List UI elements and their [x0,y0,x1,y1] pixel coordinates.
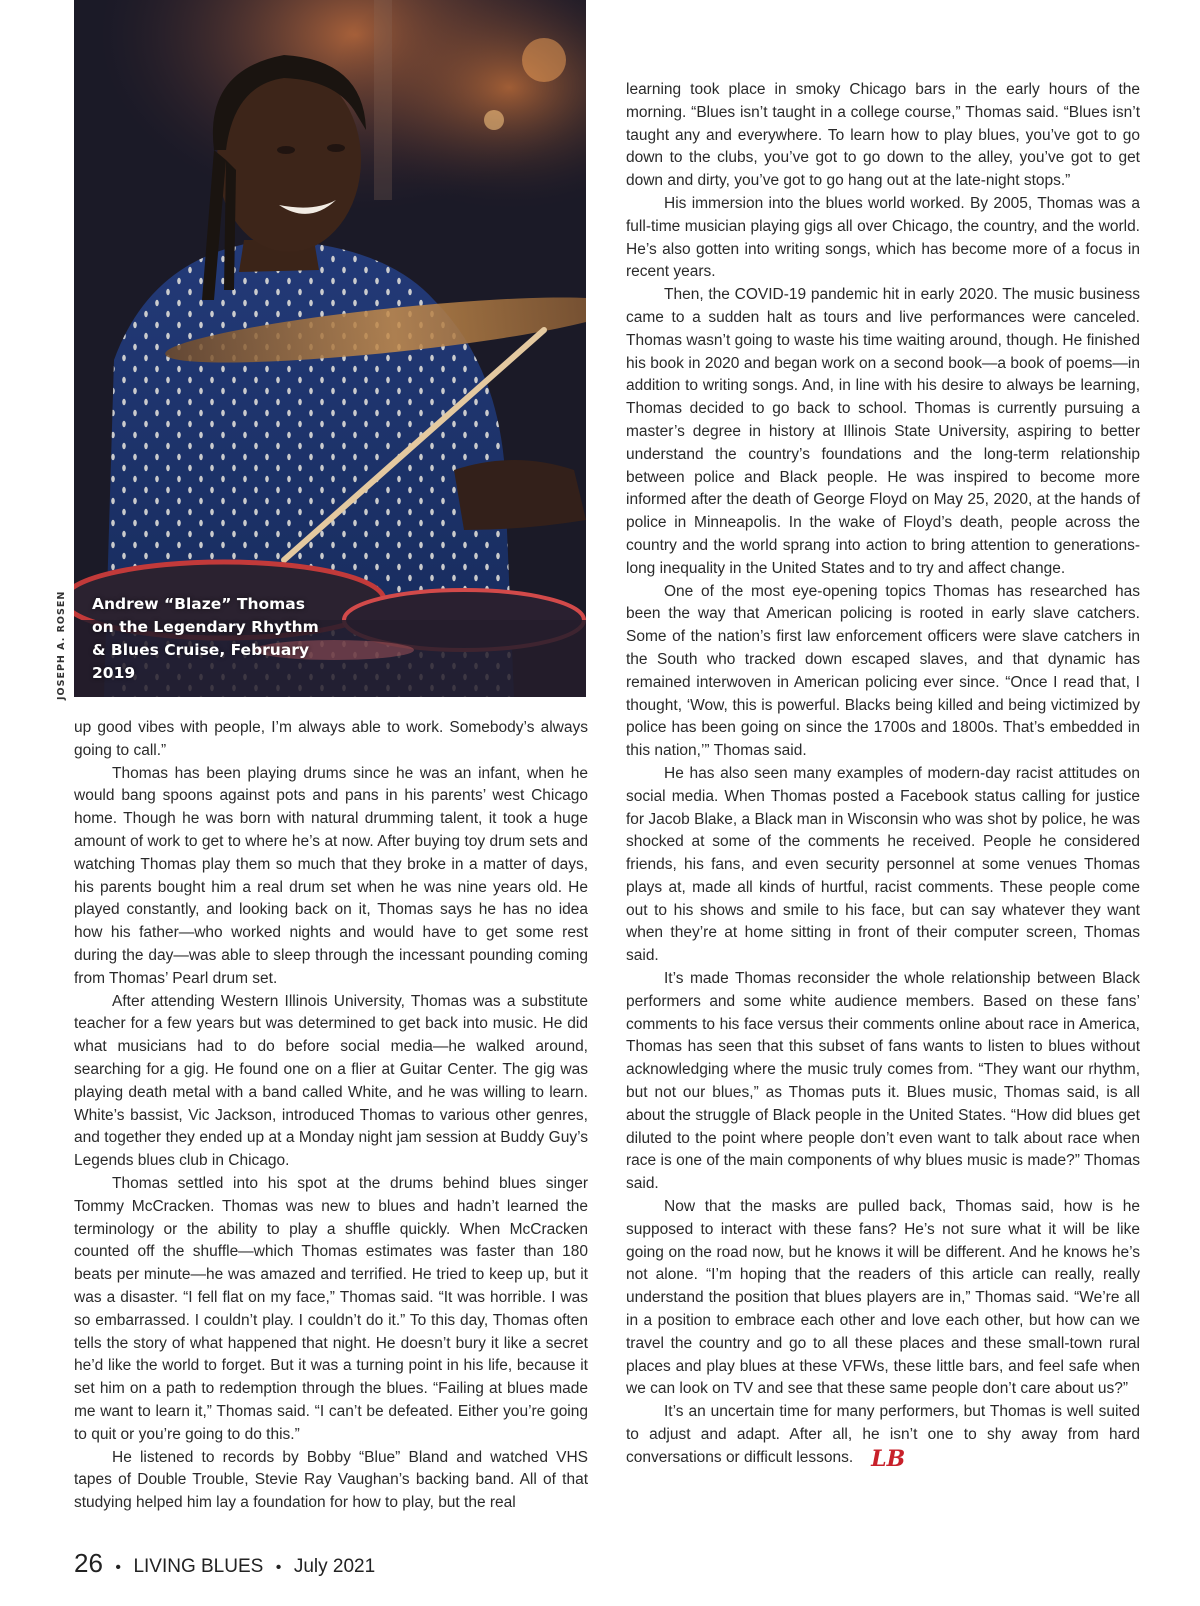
article-right-column [626,79,1140,1471]
paragraph: After attending Western Illinois University, Thomas was a substitute teacher for a few years but was determined to get back into music. He did what musicians had to do before social media—he walked around, searching for a gig. He found one on a flier at Guitar Center. The gig was playing death metal with a band called White, and he was willing to learn. White’s bassist, Vic Jackson, introduced Thomas to various other genres, and together they ended up at a Monday night jam session at Buddy Guy’s Legends blues club in Chicago. [74,992,588,1170]
paragraph: One of the most eye-opening topics Thomas has researched has been the way that American policing is rooted in early slave catchers. Some of the nation’s first law enforcement officers were slave catchers in the South who tracked down escaped slaves, and that dynamic has remained interwoven in American policing ever since. “Once I read that, I thought, ‘Wow, this is powerful. Blacks being killed and being victimized by police has been going on since the 1700s and 1800s. That’s embedded in this nation,’” Thomas said. [626,582,1140,760]
paragraph: Now that the masks are pulled back, Thomas said, how is he supposed to interact with these fans? He’s not sure what it will be like going on the road now, but he knows it will be different. And he knows he’s not alone. “I’m hoping that the readers of this article can really, really understand the position that blues players are in,” Thomas said. “We’re all in a position to embrace each other and love each other, but how can we travel the country and go to all these places and these small-town rural places and play blues at these VFWs, these little bars, and feel safe when we can look on TV and see that these same people don’t care about us?” [626,1198,1140,1398]
page-number: 26 [74,1548,103,1578]
issue-date: July 2021 [293,1556,376,1577]
paragraph-final [626,1401,1140,1470]
paragraph: Then, the COVID-19 pandemic hit in early 2020. The music business came to a sudden halt as tours and live performances were canceled. Thomas wasn’t going to waste his time waiting around, though. He finished his book in 2020 and began work on a second book—a book of poems—in addition to writing songs. And, in line with his desire to always be learning, Thomas decided to go back to school. Thomas is currently pursuing a master’s degree in history at Illinois State University, aspiring to better understand the country’s foundations and the long-term relationship between police and Black people. He was inspired to become more informed after the death of George Floyd on May 25, 2020, at the hands of police in Minneapolis. In the wake of Floyd’s death, people across the country and the world sprang into action to bring attention to generations-long inequality in the United States and to try and affect change. [626,286,1140,577]
photo-credit: JOSEPH A. ROSEN [56,590,67,700]
photo-caption: Andrew “Blaze” Thomas on the Legendary Rhythm & Blues Cruise, February 2019 [92,595,319,682]
page-footer [74,1548,375,1579]
paragraph: He listened to records by Bobby “Blue” Bland and watched VHS tapes of Double Trouble, Stevie Ray Vaughan’s backing band. All of that studying helped him lay a foundation for how to play, but the real [74,1448,588,1512]
article-photo [74,0,586,697]
footer-separator: • [275,1559,282,1576]
final-paragraph-text: It’s an uncertain time for many performers, but Thomas is well suited to adjust and adapt. After all, he isn’t one to shy away from hard conversations or difficult lessons. [626,1403,1140,1466]
paragraph: up good vibes with people, I’m always able to work. Somebody’s always going to call.” [74,719,588,759]
paragraph: learning took place in smoky Chicago bars in the early hours of the morning. “Blues isn’t taught in a college course,” Thomas said. “Blues isn’t taught any and everywhere. To learn how to play blues, you’ve got to go down to the clubs, you’ve got to go down to the alley, you’ve got to get down and dirty, you’ve got to go hang out at the late-night stops.” [626,81,1140,190]
paragraph: It’s made Thomas reconsider the whole relationship between Black performers and some white audience members. Based on these fans’ comments to his face versus their comments online about race in America, Thomas has seen that this subset of fans wants to listen to blues without acknowledging where the music truly comes from. “They want our rhythm, but not our blues,” as Thomas puts it. Blues music, Thomas said, is all about the struggle of Black people in the United States. “How did blues get diluted to the point where people don’t even want to talk about race when race is one of the main components of why blues music is made?” Thomas said. [626,970,1140,1193]
footer-separator: • [115,1559,121,1576]
end-mark-logo: LB [871,1445,906,1472]
paragraph: His immersion into the blues world worked. By 2005, Thomas was a full-time musician playing gigs all over Chicago, the country, and the world. He’s also gotten into writing songs, which has become more of a focus in recent years. [626,194,1140,281]
paragraph: Thomas has been playing drums since he was an infant, when he would bang spoons against pots and pans in his parents’ west Chicago home. Though he was born with natural drumming talent, it took a huge amount of work to get to where he’s at now. After buying toy drum sets and watching Thomas play them so much that they broke in a matter of days, his parents bought him a real drum set when he was nine years old. He played constantly, and looking back on it, Thomas says he has no idea how his father—who worked nights and would have to get some rest during the day—was able to sleep through the incessant pounding coming from Thomas’ Pearl drum set. [74,764,588,987]
paragraph: He has also seen many examples of modern-day racist attitudes on social media. When Thomas posted a Facebook status calling for justice for Jacob Blake, a Black man in Wisconsin who was shot by police, he was shocked at some of the comments he received. People he considered friends, his fans, and even security personnel at some venues Thomas plays at, made all kinds of hurtful, racist comments. These people come out to his shows and smile to his face, but can say whatever they want when they’re at home sitting in front of their computer screen, Thomas said. [626,764,1140,965]
magazine-name: LIVING BLUES [133,1556,264,1577]
article-left-column [74,717,588,1515]
paragraph: Thomas settled into his spot at the drums behind blues singer Tommy McCracken. Thomas was new to blues and hadn’t learned the terminology or the ability to play a shuffle quickly. When McCracken counted off the shuffle—which Thomas estimates was faster than 180 beats per minute—he was amazed and terrified. He tried to keep up, but it was a disaster. “I fell flat on my face,” Thomas said. “It was horrible. I was so embarrassed. I couldn’t play. I couldn’t do it.” To this day, Thomas often tells the story of what happened that night. He doesn’t bury it like a secret he’d like the world to forget. But it was a turning point in his life, because it set him on a path to redemption through the blues. “Failing at blues made me want to learn it,” Thomas said. “I can’t be defeated. Either you’re going to quit or you’re going to do this.” [74,1174,588,1443]
